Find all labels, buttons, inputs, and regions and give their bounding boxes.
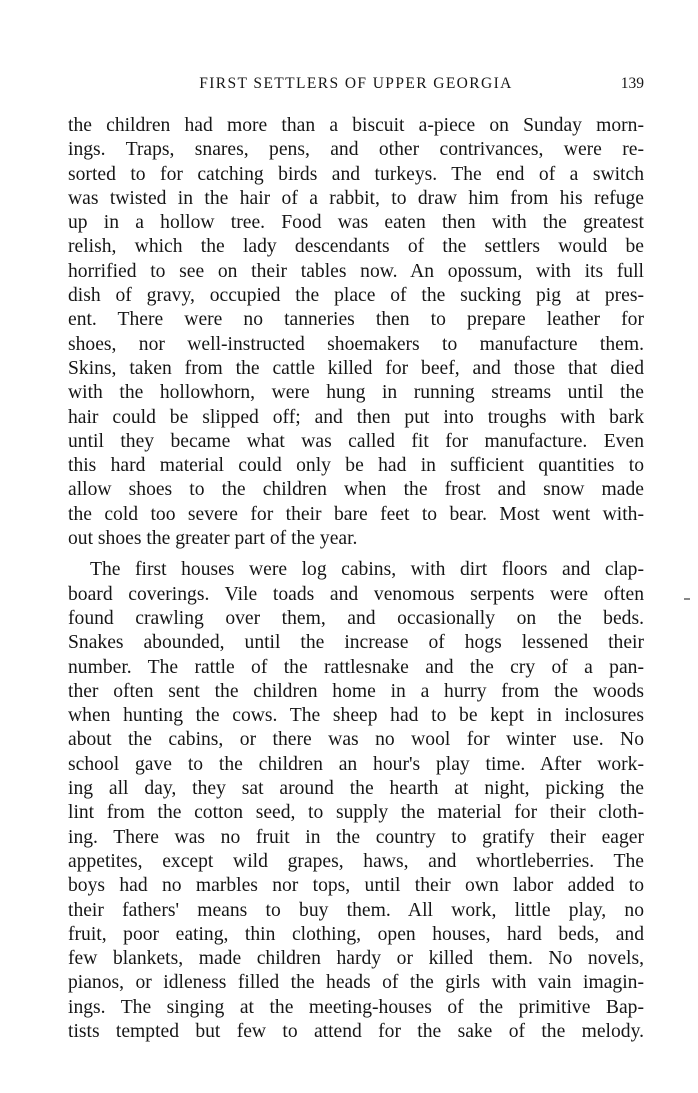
text-line: the children had more than a biscuit a-piece on Sunday morn- [68,115,644,136]
text-line: dish of gravy, occupied the place of the sucking pig at pres- [68,285,644,307]
text-line: hair could be slipped off; and then put into troughs with bark [68,406,644,428]
text-line: with the hollowhorn, were hung in running streams until the [68,382,644,404]
running-head [68,73,644,95]
text-line: appetites, except wild grapes, haws, and whortleberries. The [68,850,644,872]
text-line: ing. There was no fruit in the country to gratify their eager [68,826,644,848]
text-line: allow shoes to the children when the frost and snow made [68,479,644,501]
text-line: pianos, or idleness filled the heads of the girls with vain imagin- [68,972,644,994]
text-line: relish, which the lady descendants of the settlers would be [68,236,644,258]
text-line: found crawling over them, and occasionally on the beds. [68,607,644,629]
text-line: was twisted in the hair of a rabbit, to draw him from his refuge [68,187,644,209]
text-line: ings. Traps, snares, pens, and other contrivances, were re- [68,139,644,161]
text-line: sorted to for catching birds and turkeys. The end of a switch [68,163,644,185]
text-line: this hard material could only be had in sufficient quantities to [68,455,644,477]
text-line: ings. The singing at the meeting-houses of the primitive Bap- [68,996,644,1018]
text-line: about the cabins, or there was no wool for winter use. No [68,729,644,751]
paragraph-1 [68,114,644,551]
paragraph-2 [68,558,644,1044]
text-line: The first houses were log cabins, with dirt floors and clap- [90,559,644,581]
text-line: school gave to the children an hour's play time. After work- [68,753,644,775]
text-line: fruit, poor eating, thin clothing, open houses, hard beds, and [68,923,644,945]
text-line: until they became what was called fit for manufacture. Even [68,430,644,452]
text-line: ent. There were no tanneries then to prepare leather for [68,309,644,331]
text-line: lint from the cotton seed, to supply the material for their cloth- [68,802,644,824]
text-line: their fathers' means to buy them. All work, little play, no [68,899,644,921]
body-text [68,114,644,1044]
text-line: shoes, nor well-instructed shoemakers to manufacture them. [68,333,644,355]
text-line: ther often sent the children home in a hurry from the woods [68,680,644,702]
margin-scan-mark [684,598,690,600]
page-number: 139 [620,75,644,92]
text-line: out shoes the greater part of the year. [68,528,358,550]
text-line: when hunting the cows. The sheep had to be kept in inclosures [68,705,644,727]
text-line: the cold too severe for their bare feet to bear. Most went with- [68,503,644,525]
text-line: up in a hollow tree. Food was eaten then with the greatest [68,212,644,234]
text-line: tists tempted but few to attend for the sake of the melody. [68,1020,644,1042]
text-line: ing all day, they sat around the hearth at night, picking the [68,778,644,800]
running-title: FIRST SETTLERS OF UPPER GEORGIA [199,75,513,92]
text-line: horrified to see on their tables now. An opossum, with its full [68,260,644,282]
text-line: boys had no marbles nor tops, until their own labor added to [68,875,644,897]
text-line: board coverings. Vile toads and venomous serpents were often [68,583,644,605]
text-line: Skins, taken from the cattle killed for beef, and those that died [68,357,644,379]
text-line: Snakes abounded, until the increase of hogs lessened their [68,632,644,654]
text-line: number. The rattle of the rattlesnake and the cry of a pan- [68,656,644,678]
text-line: few blankets, made children hardy or killed them. No novels, [68,948,644,970]
